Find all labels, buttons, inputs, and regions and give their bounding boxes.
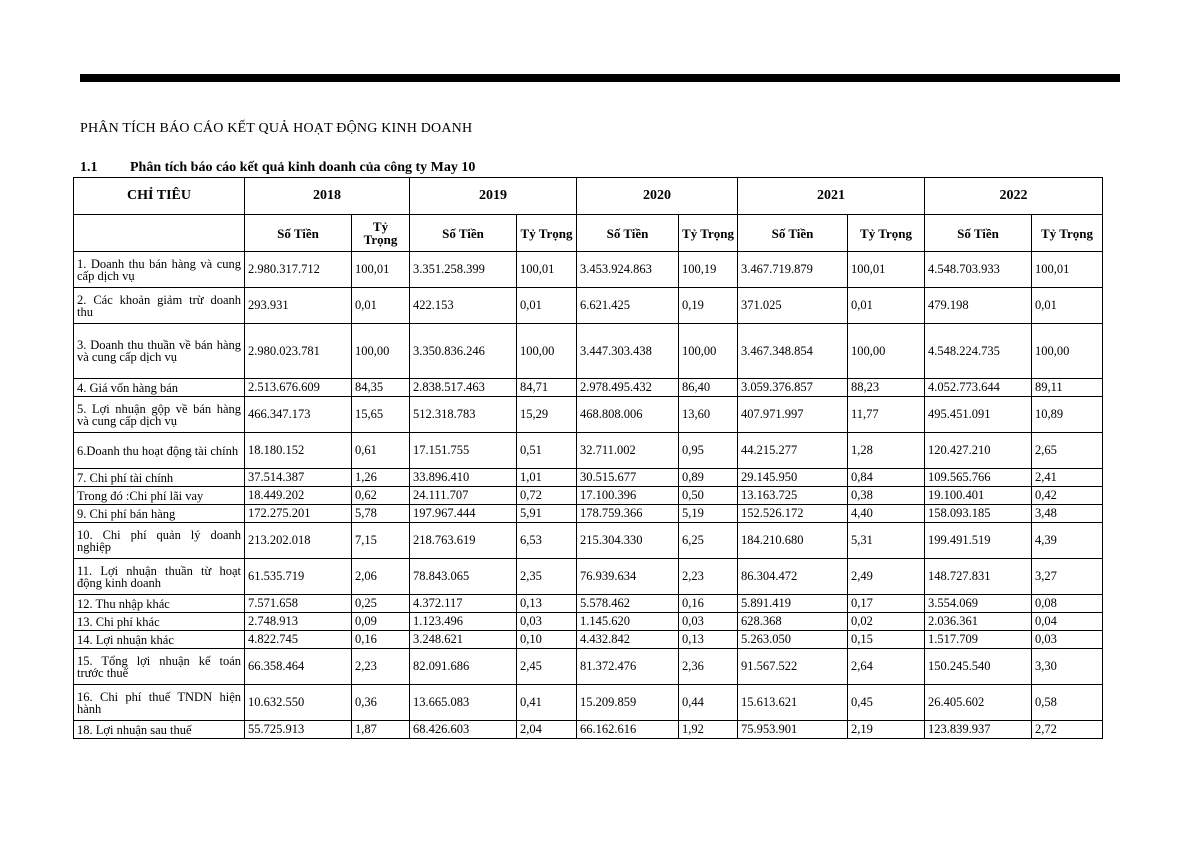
table-row xyxy=(74,559,1103,595)
amount-cell: 109.565.766 xyxy=(925,469,1032,487)
share-cell: 5,19 xyxy=(679,505,738,523)
share-cell: 2,72 xyxy=(1032,721,1103,739)
year-header: 2020 xyxy=(577,178,738,215)
amount-header: Số Tiền xyxy=(410,215,517,252)
share-cell: 0,42 xyxy=(1032,487,1103,505)
amount-cell: 184.210.680 xyxy=(738,523,848,559)
row-label: 1. Doanh thu bán hàng và cung cấp dịch vụ xyxy=(74,252,245,288)
amount-cell: 91.567.522 xyxy=(738,649,848,685)
share-cell: 100,01 xyxy=(1032,252,1103,288)
table-body xyxy=(74,252,1103,739)
amount-cell: 152.526.172 xyxy=(738,505,848,523)
share-cell: 100,00 xyxy=(517,324,577,379)
row-label: 5. Lợi nhuận gộp về bán hàng và cung cấp dịch vụ xyxy=(74,397,245,433)
amount-cell: 4.372.117 xyxy=(410,595,517,613)
share-cell: 0,51 xyxy=(517,433,577,469)
amount-cell: 29.145.950 xyxy=(738,469,848,487)
amount-cell: 37.514.387 xyxy=(245,469,352,487)
table-row xyxy=(74,324,1103,379)
amount-cell: 7.571.658 xyxy=(245,595,352,613)
share-cell: 15,65 xyxy=(352,397,410,433)
share-cell: 1,01 xyxy=(517,469,577,487)
amount-cell: 3.467.719.879 xyxy=(738,252,848,288)
share-cell: 86,40 xyxy=(679,379,738,397)
row-label: 12. Thu nhập khác xyxy=(74,595,245,613)
share-cell: 1,92 xyxy=(679,721,738,739)
amount-cell: 1.123.496 xyxy=(410,613,517,631)
share-cell: 0,72 xyxy=(517,487,577,505)
share-cell: 2,23 xyxy=(679,559,738,595)
amount-cell: 78.843.065 xyxy=(410,559,517,595)
amount-cell: 24.111.707 xyxy=(410,487,517,505)
amount-cell: 3.059.376.857 xyxy=(738,379,848,397)
amount-cell: 293.931 xyxy=(245,288,352,324)
row-label: 18. Lợi nhuận sau thuế xyxy=(74,721,245,739)
share-cell: 100,01 xyxy=(352,252,410,288)
row-label: 9. Chi phí bán hàng xyxy=(74,505,245,523)
year-header: 2019 xyxy=(410,178,577,215)
amount-cell: 13.163.725 xyxy=(738,487,848,505)
share-cell: 84,35 xyxy=(352,379,410,397)
table-row xyxy=(74,613,1103,631)
share-cell: 0,89 xyxy=(679,469,738,487)
row-label: 15. Tổng lợi nhuận kế toán trước thuế xyxy=(74,649,245,685)
document-title: PHÂN TÍCH BÁO CÁO KẾT QUẢ HOẠT ĐỘNG KINH DOANH xyxy=(80,121,473,136)
table-row xyxy=(74,252,1103,288)
share-cell: 0,16 xyxy=(352,631,410,649)
row-label: 2. Các khoản giảm trừ doanh thu xyxy=(74,288,245,324)
amount-cell: 33.896.410 xyxy=(410,469,517,487)
amount-header: Số Tiền xyxy=(577,215,679,252)
share-cell: 0,09 xyxy=(352,613,410,631)
amount-header: Số Tiền xyxy=(738,215,848,252)
table-row xyxy=(74,631,1103,649)
row-label: 10. Chi phí quản lý doanh nghiệp xyxy=(74,523,245,559)
amount-cell: 2.838.517.463 xyxy=(410,379,517,397)
amount-cell: 86.304.472 xyxy=(738,559,848,595)
table-row xyxy=(74,595,1103,613)
share-cell: 0,36 xyxy=(352,685,410,721)
amount-cell: 26.405.602 xyxy=(925,685,1032,721)
share-cell: 0,95 xyxy=(679,433,738,469)
amount-cell: 1.145.620 xyxy=(577,613,679,631)
share-cell: 0,04 xyxy=(1032,613,1103,631)
amount-cell: 123.839.937 xyxy=(925,721,1032,739)
share-cell: 100,01 xyxy=(848,252,925,288)
amount-cell: 15.613.621 xyxy=(738,685,848,721)
share-cell: 88,23 xyxy=(848,379,925,397)
share-cell: 0,15 xyxy=(848,631,925,649)
table-row xyxy=(74,487,1103,505)
year-header: 2021 xyxy=(738,178,925,215)
row-label: 13. Chi phí khác xyxy=(74,613,245,631)
share-cell: 2,04 xyxy=(517,721,577,739)
amount-cell: 3.351.258.399 xyxy=(410,252,517,288)
share-cell: 6,53 xyxy=(517,523,577,559)
share-cell: 5,91 xyxy=(517,505,577,523)
amount-cell: 215.304.330 xyxy=(577,523,679,559)
amount-cell: 422.153 xyxy=(410,288,517,324)
amount-cell: 197.967.444 xyxy=(410,505,517,523)
amount-cell: 199.491.519 xyxy=(925,523,1032,559)
amount-cell: 6.621.425 xyxy=(577,288,679,324)
amount-cell: 628.368 xyxy=(738,613,848,631)
share-cell: 0,84 xyxy=(848,469,925,487)
share-cell: 100,00 xyxy=(352,324,410,379)
share-cell: 0,25 xyxy=(352,595,410,613)
amount-cell: 3.248.621 xyxy=(410,631,517,649)
amount-cell: 10.632.550 xyxy=(245,685,352,721)
share-cell: 2,06 xyxy=(352,559,410,595)
share-cell: 10,89 xyxy=(1032,397,1103,433)
share-cell: 2,19 xyxy=(848,721,925,739)
amount-cell: 479.198 xyxy=(925,288,1032,324)
share-cell: 7,15 xyxy=(352,523,410,559)
share-cell: 0,62 xyxy=(352,487,410,505)
top-rule xyxy=(80,74,1120,82)
share-cell: 0,10 xyxy=(517,631,577,649)
amount-cell: 15.209.859 xyxy=(577,685,679,721)
amount-cell: 19.100.401 xyxy=(925,487,1032,505)
table-row xyxy=(74,433,1103,469)
amount-cell: 5.891.419 xyxy=(738,595,848,613)
year-header: 2022 xyxy=(925,178,1103,215)
amount-cell: 4.548.224.735 xyxy=(925,324,1032,379)
amount-cell: 81.372.476 xyxy=(577,649,679,685)
amount-cell: 371.025 xyxy=(738,288,848,324)
share-cell: 13,60 xyxy=(679,397,738,433)
share-cell: 2,41 xyxy=(1032,469,1103,487)
share-cell: 100,00 xyxy=(679,324,738,379)
row-label: 14. Lợi nhuận khác xyxy=(74,631,245,649)
row-label: 16. Chi phí thuế TNDN hiện hành xyxy=(74,685,245,721)
amount-cell: 2.036.361 xyxy=(925,613,1032,631)
share-cell: 5,78 xyxy=(352,505,410,523)
share-cell: 0,01 xyxy=(848,288,925,324)
table-row xyxy=(74,685,1103,721)
share-cell: 5,31 xyxy=(848,523,925,559)
share-cell: 0,16 xyxy=(679,595,738,613)
share-cell: 100,19 xyxy=(679,252,738,288)
share-cell: 0,44 xyxy=(679,685,738,721)
share-header: Tỷ Trọng xyxy=(1032,215,1103,252)
share-cell: 4,40 xyxy=(848,505,925,523)
table-row xyxy=(74,379,1103,397)
share-cell: 100,00 xyxy=(1032,324,1103,379)
share-cell: 2,65 xyxy=(1032,433,1103,469)
amount-cell: 18.449.202 xyxy=(245,487,352,505)
amount-cell: 2.513.676.609 xyxy=(245,379,352,397)
amount-cell: 218.763.619 xyxy=(410,523,517,559)
amount-cell: 68.426.603 xyxy=(410,721,517,739)
share-cell: 0,02 xyxy=(848,613,925,631)
row-label: 3. Doanh thu thuần về bán hàng và cung cấp dịch vụ xyxy=(74,324,245,379)
amount-cell: 120.427.210 xyxy=(925,433,1032,469)
share-cell: 1,87 xyxy=(352,721,410,739)
amount-cell: 512.318.783 xyxy=(410,397,517,433)
share-cell: 2,49 xyxy=(848,559,925,595)
share-cell: 0,03 xyxy=(517,613,577,631)
table-row xyxy=(74,649,1103,685)
share-cell: 0,58 xyxy=(1032,685,1103,721)
amount-cell: 82.091.686 xyxy=(410,649,517,685)
share-cell: 15,29 xyxy=(517,397,577,433)
share-cell: 0,13 xyxy=(517,595,577,613)
share-cell: 0,03 xyxy=(679,613,738,631)
share-cell: 0,17 xyxy=(848,595,925,613)
share-cell: 2,23 xyxy=(352,649,410,685)
share-cell: 89,11 xyxy=(1032,379,1103,397)
share-cell: 6,25 xyxy=(679,523,738,559)
amount-header: Số Tiền xyxy=(925,215,1032,252)
share-header: Tỷ Trọng xyxy=(517,215,577,252)
amount-cell: 30.515.677 xyxy=(577,469,679,487)
amount-cell: 5.263.050 xyxy=(738,631,848,649)
share-cell: 0,38 xyxy=(848,487,925,505)
share-cell: 0,45 xyxy=(848,685,925,721)
amount-cell: 17.100.396 xyxy=(577,487,679,505)
share-cell: 1,26 xyxy=(352,469,410,487)
row-label: 11. Lợi nhuận thuần từ hoạt động kinh doanh xyxy=(74,559,245,595)
share-cell: 0,01 xyxy=(352,288,410,324)
amount-cell: 3.447.303.438 xyxy=(577,324,679,379)
amount-cell: 4.548.703.933 xyxy=(925,252,1032,288)
row-label: Trong đó :Chi phí lãi vay xyxy=(74,487,245,505)
amount-cell: 18.180.152 xyxy=(245,433,352,469)
share-cell: 0,61 xyxy=(352,433,410,469)
amount-cell: 2.980.317.712 xyxy=(245,252,352,288)
subheader-row xyxy=(74,215,1103,252)
amount-cell: 3.453.924.863 xyxy=(577,252,679,288)
amount-cell: 407.971.997 xyxy=(738,397,848,433)
amount-cell: 44.215.277 xyxy=(738,433,848,469)
share-cell: 3,48 xyxy=(1032,505,1103,523)
income-statement-table xyxy=(73,177,1103,739)
row-label: 7. Chi phí tài chính xyxy=(74,469,245,487)
share-cell: 0,50 xyxy=(679,487,738,505)
amount-cell: 4.822.745 xyxy=(245,631,352,649)
row-label: 6.Doanh thu hoạt động tài chính xyxy=(74,433,245,469)
amount-cell: 466.347.173 xyxy=(245,397,352,433)
amount-header: Số Tiền xyxy=(245,215,352,252)
empty-header-cell xyxy=(74,215,245,252)
amount-cell: 148.727.831 xyxy=(925,559,1032,595)
share-cell: 100,00 xyxy=(848,324,925,379)
amount-cell: 172.275.201 xyxy=(245,505,352,523)
table-row xyxy=(74,288,1103,324)
amount-cell: 2.978.495.432 xyxy=(577,379,679,397)
section-number: 1.1 xyxy=(80,160,98,175)
share-cell: 11,77 xyxy=(848,397,925,433)
amount-cell: 4.432.842 xyxy=(577,631,679,649)
amount-cell: 75.953.901 xyxy=(738,721,848,739)
amount-cell: 13.665.083 xyxy=(410,685,517,721)
table-row xyxy=(74,469,1103,487)
year-header-row xyxy=(74,178,1103,215)
table-row xyxy=(74,721,1103,739)
share-cell: 0,13 xyxy=(679,631,738,649)
share-cell: 84,71 xyxy=(517,379,577,397)
share-cell: 2,36 xyxy=(679,649,738,685)
share-cell: 3,27 xyxy=(1032,559,1103,595)
amount-cell: 213.202.018 xyxy=(245,523,352,559)
share-cell: 0,01 xyxy=(1032,288,1103,324)
amount-cell: 55.725.913 xyxy=(245,721,352,739)
amount-cell: 5.578.462 xyxy=(577,595,679,613)
indicator-header: CHỈ TIÊU xyxy=(74,178,245,215)
amount-cell: 2.748.913 xyxy=(245,613,352,631)
share-cell: 0,41 xyxy=(517,685,577,721)
amount-cell: 158.093.185 xyxy=(925,505,1032,523)
share-header: Tỷ Trọng xyxy=(679,215,738,252)
amount-cell: 76.939.634 xyxy=(577,559,679,595)
amount-cell: 495.451.091 xyxy=(925,397,1032,433)
share-cell: 0,03 xyxy=(1032,631,1103,649)
amount-cell: 1.517.709 xyxy=(925,631,1032,649)
share-cell: 0,19 xyxy=(679,288,738,324)
share-cell: 2,64 xyxy=(848,649,925,685)
amount-cell: 150.245.540 xyxy=(925,649,1032,685)
amount-cell: 32.711.002 xyxy=(577,433,679,469)
amount-cell: 3.350.836.246 xyxy=(410,324,517,379)
table-row xyxy=(74,523,1103,559)
amount-cell: 66.162.616 xyxy=(577,721,679,739)
share-cell: 2,45 xyxy=(517,649,577,685)
share-cell: 2,35 xyxy=(517,559,577,595)
share-cell: 0,01 xyxy=(517,288,577,324)
share-cell: 0,08 xyxy=(1032,595,1103,613)
section-heading xyxy=(80,160,475,176)
year-header: 2018 xyxy=(245,178,410,215)
share-cell: 4,39 xyxy=(1032,523,1103,559)
amount-cell: 66.358.464 xyxy=(245,649,352,685)
section-title: Phân tích báo cáo kết quả kinh doanh của công ty May 10 xyxy=(130,160,476,175)
share-cell: 3,30 xyxy=(1032,649,1103,685)
share-header: Tỷ Trọng xyxy=(848,215,925,252)
share-cell: 100,01 xyxy=(517,252,577,288)
row-label: 4. Giá vốn hàng bán xyxy=(74,379,245,397)
amount-cell: 178.759.366 xyxy=(577,505,679,523)
amount-cell: 3.467.348.854 xyxy=(738,324,848,379)
amount-cell: 17.151.755 xyxy=(410,433,517,469)
table-row xyxy=(74,397,1103,433)
amount-cell: 2.980.023.781 xyxy=(245,324,352,379)
amount-cell: 3.554.069 xyxy=(925,595,1032,613)
amount-cell: 61.535.719 xyxy=(245,559,352,595)
amount-cell: 4.052.773.644 xyxy=(925,379,1032,397)
table-row xyxy=(74,505,1103,523)
share-cell: 1,28 xyxy=(848,433,925,469)
share-header: Tỷ Trọng xyxy=(352,215,410,252)
amount-cell: 468.808.006 xyxy=(577,397,679,433)
